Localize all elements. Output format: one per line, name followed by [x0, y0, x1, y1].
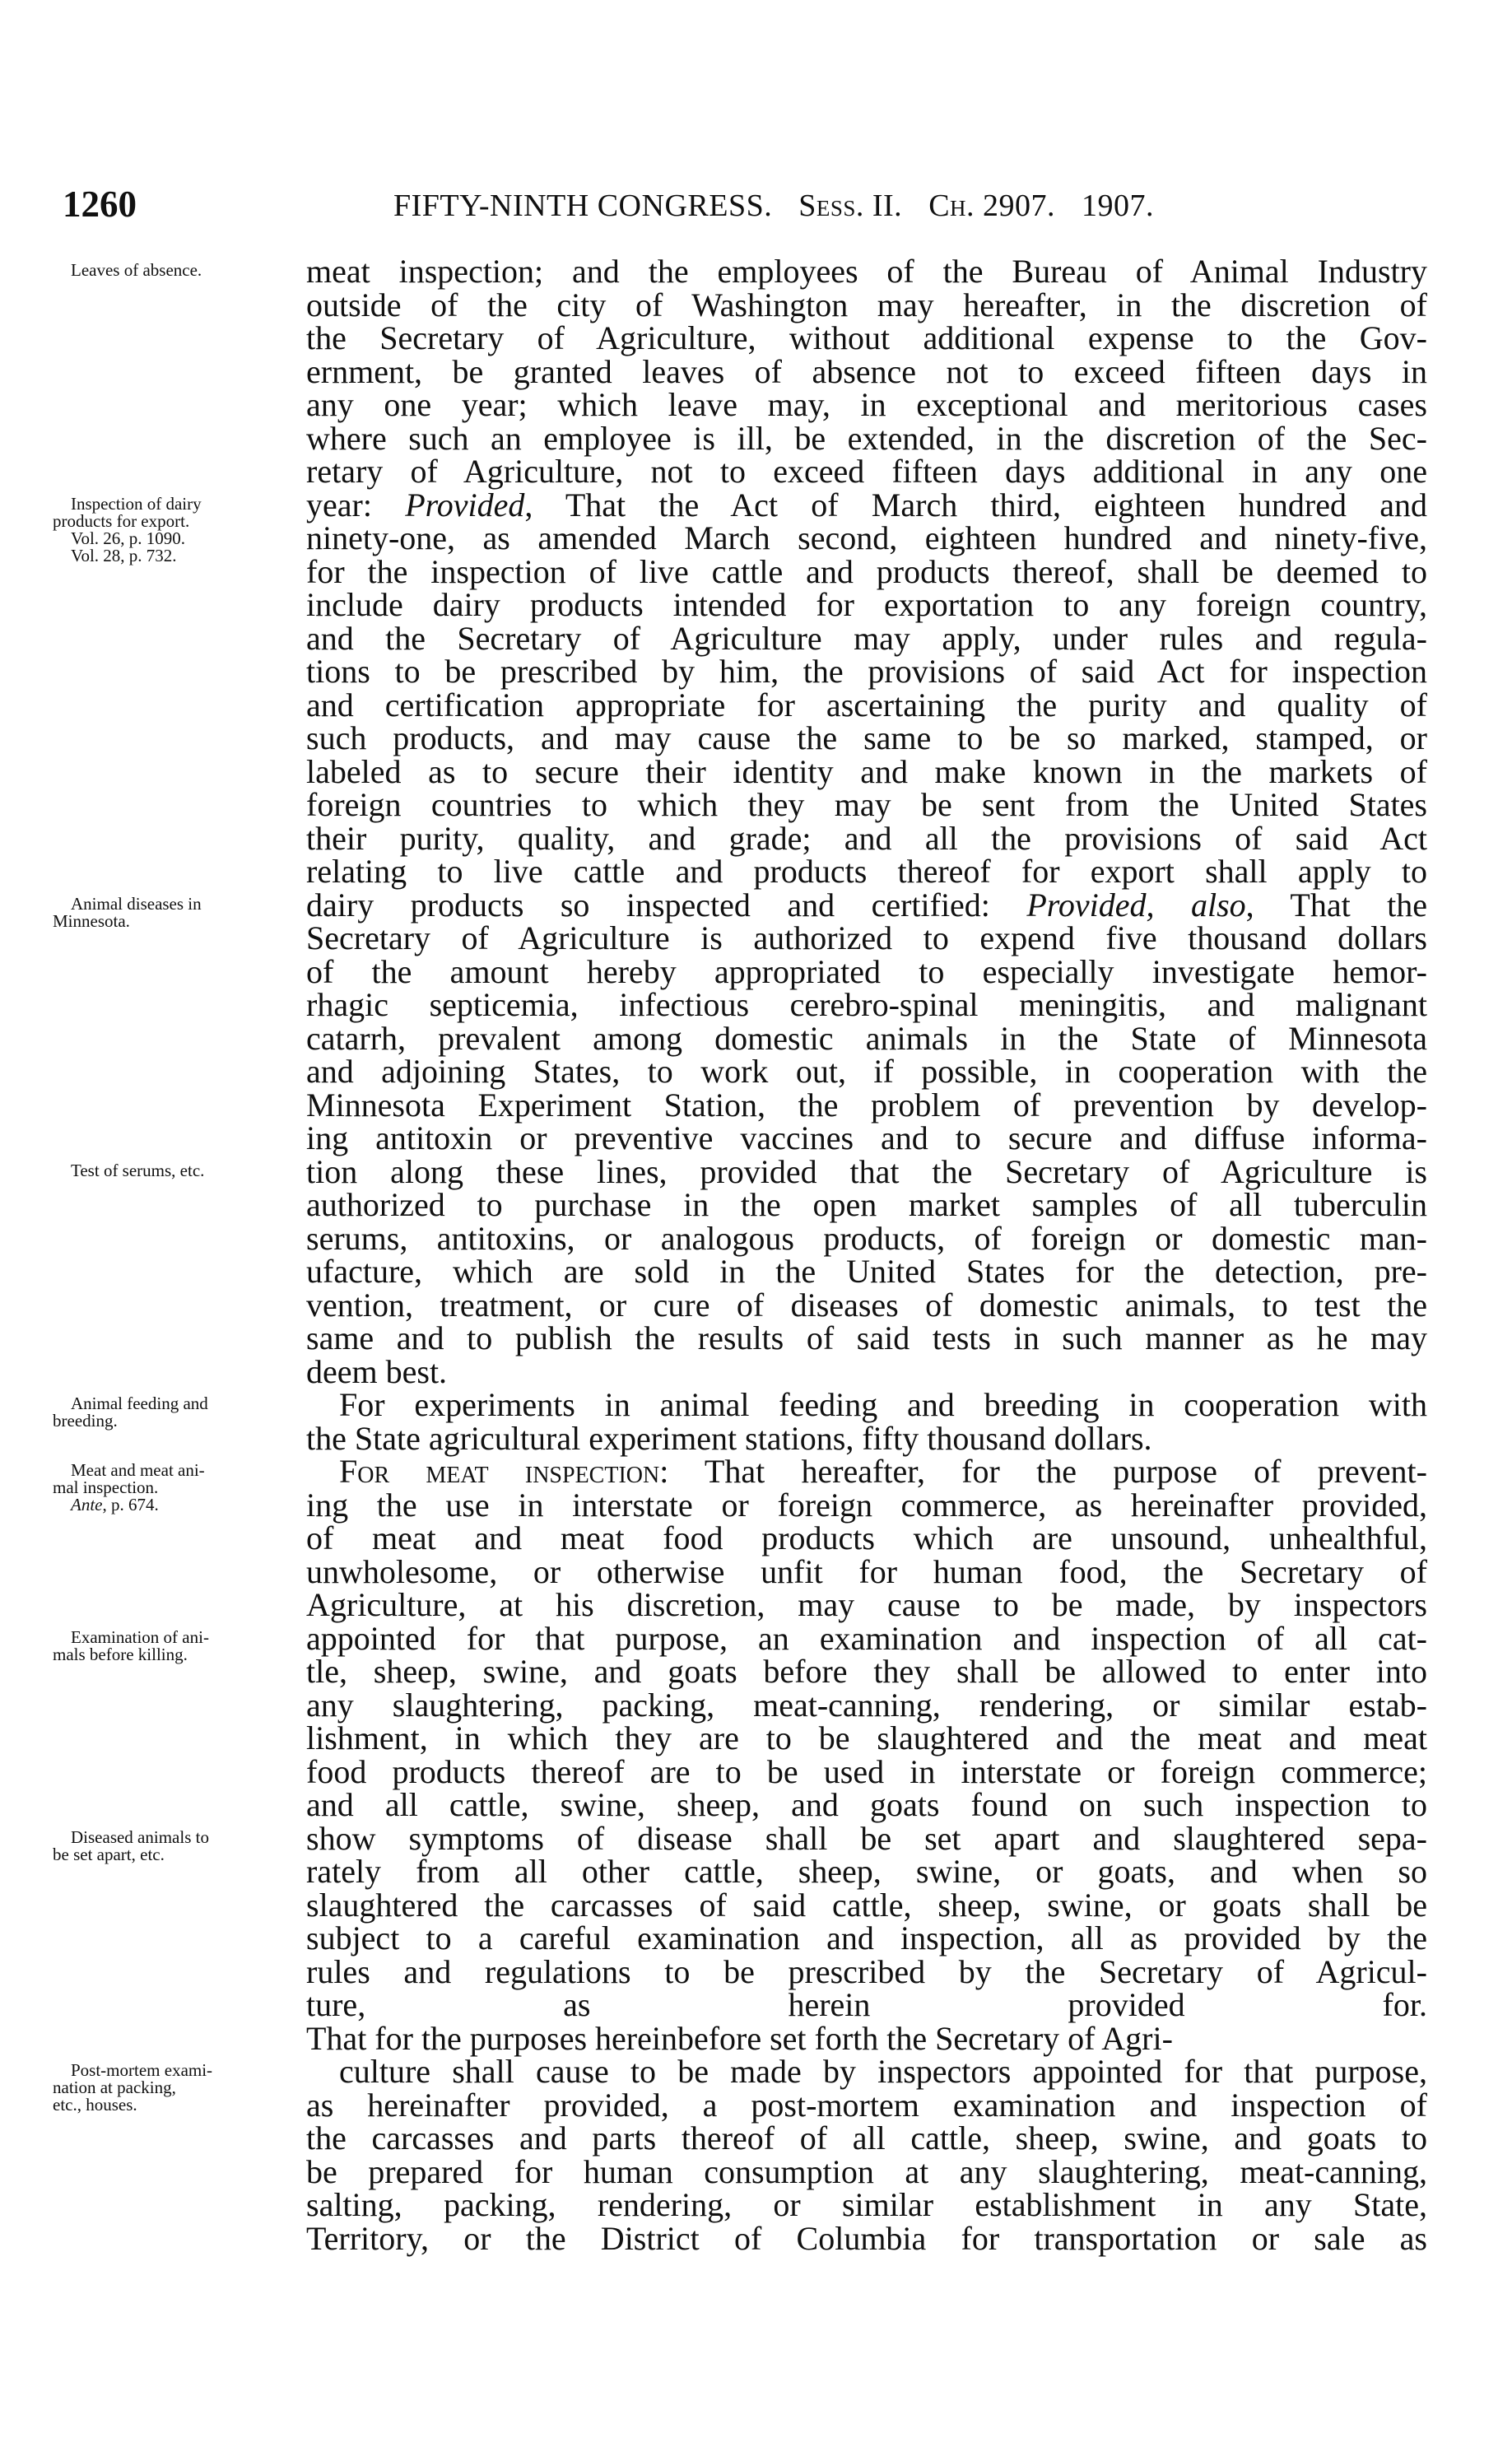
text-line: tion along these lines, provided that the Secretary of Agriculture is — [306, 1152, 1427, 1190]
text-line: and the Secretary of Agriculture may apply, under rules and regula- — [306, 619, 1427, 657]
margin-note-line: nation at packing, — [53, 2077, 176, 2097]
page-number: 1260 — [63, 184, 137, 225]
text-line: of the amount hereby appropriated to especially investigate hemor- — [306, 952, 1427, 990]
text-line: deem best. — [306, 1352, 448, 1390]
margin-note-meat-animal-inspection — [53, 1462, 300, 1514]
margin-note-line: Post-mortem exami- — [71, 2060, 213, 2080]
italic-text: Provided — [405, 486, 525, 523]
text-line: catarrh, prevalent among domestic animals in the State of Minnesota — [306, 1019, 1427, 1057]
text-line: dairy products so inspected and certified: Provided, also, That the — [306, 886, 1428, 924]
text-line: rhagic septicemia, infectious cerebro-spinal meningitis, and malignant — [306, 986, 1427, 1023]
margin-note-line: etc., houses. — [53, 2095, 137, 2115]
text-line: Agriculture, at his discretion, may cause to be made, by inspectors — [306, 1586, 1427, 1623]
margin-note-line: Leaves of absence. — [71, 260, 202, 280]
text-line: and certification appropriate for ascertaining the purity and quality of — [306, 686, 1427, 723]
section-heading-smallcaps: For meat inspection — [339, 1453, 660, 1490]
margin-note-line: products for export. — [53, 510, 190, 531]
text-line: meat inspection; and the employees of the Bureau of Animal Industry — [306, 253, 1427, 290]
margin-note-inspection-dairy-products — [53, 493, 300, 565]
running-header — [0, 183, 1512, 224]
text-line: for the inspection of live cattle and products thereof, shall be deemed to — [306, 552, 1427, 590]
margin-note-examination-before-killing — [53, 1626, 300, 1664]
margin-note-line: Animal diseases in — [71, 893, 202, 914]
text-line: unwholesome, or otherwise unfit for human food, the Secretary of — [306, 1552, 1427, 1590]
text-line: slaughtered the carcasses of said cattle, sheep, swine, or goats shall be — [306, 1886, 1427, 1924]
margin-note-test-of-serums — [53, 1162, 300, 1179]
margin-note-line: Minnesota. — [53, 910, 130, 931]
margin-note-line: Ante, p. 674. — [71, 1495, 159, 1514]
text-line: relating to live cattle and products thereof for export shall apply to — [306, 853, 1427, 890]
margin-note-line: mal inspection. — [53, 1477, 159, 1497]
text-line: foreign countries to which they may be sent from the United States — [306, 786, 1427, 823]
margin-note-post-mortem-examination — [53, 2062, 300, 2114]
text-line: Secretary of Agriculture is authorized to expend five thousand dollars — [306, 919, 1427, 956]
margin-note-line: mals before killing. — [53, 1644, 188, 1664]
text-line: food products thereof are to be used in interstate or foreign commerce; — [306, 1752, 1427, 1790]
margin-note-line: Examination of ani- — [71, 1626, 209, 1647]
statute-body-text — [306, 255, 1427, 2255]
text-line: ture, as herein provided for. — [306, 1986, 1427, 2023]
text-line: any one year; which leave may, in exceptional and meritorious cases — [306, 386, 1427, 423]
year-label: 1907. — [1082, 188, 1155, 223]
text-line: Territory, or the District of Columbia for transportation or sale as — [306, 2219, 1427, 2257]
text-line: appointed for that purpose, an examination and inspection of all cat- — [306, 1619, 1427, 1657]
text-line: culture shall cause to be made by inspectors appointed for that purpose, — [339, 2053, 1427, 2090]
margin-note-line: Vol. 26, p. 1090. — [71, 528, 186, 548]
text-line: rules and regulations to be prescribed by the Secretary of Agricul- — [306, 1952, 1427, 1990]
running-head — [393, 188, 1172, 224]
text-line: outside of the city of Washington may hereafter, in the discretion of — [306, 286, 1427, 323]
margin-note-animal-diseases-minnesota — [53, 893, 300, 931]
text-line: labeled as to secure their identity and make known in the markets of — [306, 752, 1427, 790]
text-line: include dairy products intended for exportation to any foreign country, — [306, 586, 1427, 623]
congress-title: FIFTY-NINTH CONGRESS. — [393, 188, 773, 223]
text-line: serums, antitoxins, or analogous products, of foreign or domestic man- — [306, 1219, 1427, 1257]
text-line: authorized to purchase in the open market samples of all tuberculin — [306, 1186, 1427, 1223]
margin-note-line: Vol. 28, p. 732. — [71, 545, 177, 565]
text-line: the State agricultural experiment stations, fifty thousand dollars. — [306, 1419, 1152, 1457]
text-line: of meat and meat food products which are unsound, unhealthful, — [306, 1519, 1427, 1556]
italic-text: Ante — [71, 1495, 103, 1514]
text-line: such products, and may cause the same to be so marked, stamped, or — [306, 719, 1427, 756]
margin-note-line: Diseased animals to — [71, 1826, 209, 1847]
margin-note-line: Inspection of dairy — [71, 493, 202, 514]
margin-note-line: Animal feeding and — [71, 1393, 208, 1413]
margin-note-line: Meat and meat ani- — [71, 1460, 205, 1480]
margin-note-line: Test of serums, etc. — [71, 1160, 205, 1180]
text-line: their purity, quality, and grade; and all the provisions of said Act — [306, 819, 1427, 857]
session-label: Sess. II. — [798, 188, 903, 223]
text-line: be prepared for human consumption at any slaughtering, meat-canning, — [306, 2152, 1427, 2190]
margin-note-line: be set apart, etc. — [53, 1844, 165, 1864]
text-line: ing antitoxin or preventive vaccines and to secure and diffuse informa- — [306, 1119, 1427, 1156]
text-line: same and to publish the results of said tests in such manner as he may — [306, 1319, 1427, 1356]
margin-note-leaves-of-absence — [53, 262, 300, 279]
text-line: the carcasses and parts thereof of all cattle, sheep, swine, and goats to — [306, 2119, 1427, 2157]
margin-note-diseased-animals-set-apart — [53, 1826, 300, 1864]
text-line: That for the purposes hereinbefore set forth the Secretary of Agri- — [306, 2019, 1173, 2057]
text-line: and adjoining States, to work out, if possible, in cooperation with the — [306, 1053, 1427, 1090]
text-line: ninety-one, as amended March second, eighteen hundred and ninety-five, — [306, 519, 1427, 556]
text-line: tions to be prescribed by him, the provisions of said Act for inspection — [306, 653, 1427, 690]
italic-text: Provided, also — [1026, 886, 1246, 924]
text-line: rately from all other cattle, sheep, swine, or goats, and when so — [306, 1853, 1427, 1890]
text-line: For experiments in animal feeding and breeding in cooperation with — [339, 1386, 1427, 1423]
text-line: ernment, be granted leaves of absence not to exceed fifteen days in — [306, 352, 1427, 390]
text-line: tle, sheep, swine, and goats before they shall be allowed to enter into — [306, 1653, 1427, 1690]
text-line: ing the use in interstate or foreign commerce, as hereinafter provided, — [306, 1486, 1427, 1524]
text-line: year: Provided, That the Act of March third, eighteen hundred and — [306, 486, 1427, 523]
text-line: the Secretary of Agriculture, without additional expense to the Gov- — [306, 319, 1427, 356]
text-line: Minnesota Experiment Station, the problem of prevention by develop- — [306, 1086, 1427, 1124]
margin-note-line: breeding. — [53, 1411, 118, 1431]
text-line: retary of Agriculture, not to exceed fifteen days additional in any one — [306, 453, 1427, 490]
chapter-label: Ch. 2907. — [928, 188, 1056, 223]
text-line: subject to a careful examination and inspection, all as provided by the — [306, 1919, 1427, 1956]
text-line: salting, packing, rendering, or similar establishment in any State, — [306, 2186, 1427, 2223]
text-line: as hereinafter provided, a post-mortem examination and inspection of — [306, 2086, 1427, 2124]
text-line: vention, treatment, or cure of diseases of domestic animals, to test the — [306, 1286, 1427, 1324]
text-line: ufacture, which are sold in the United States for the detection, pre- — [306, 1253, 1427, 1290]
text-line: any slaughtering, packing, meat-canning, rendering, or similar estab- — [306, 1686, 1427, 1724]
text-line: show symptoms of disease shall be set apart and slaughtered sepa- — [306, 1819, 1427, 1857]
text-line: and all cattle, swine, sheep, and goats found on such inspection to — [306, 1786, 1427, 1823]
text-line: For meat inspection: That hereafter, for the purpose of prevent- — [339, 1453, 1427, 1490]
text-line: lishment, in which they are to be slaughtered and the meat and meat — [306, 1719, 1427, 1756]
text-line: where such an employee is ill, be extended, in the discretion of the Sec- — [306, 419, 1427, 457]
margin-note-animal-feeding-breeding — [53, 1395, 300, 1430]
